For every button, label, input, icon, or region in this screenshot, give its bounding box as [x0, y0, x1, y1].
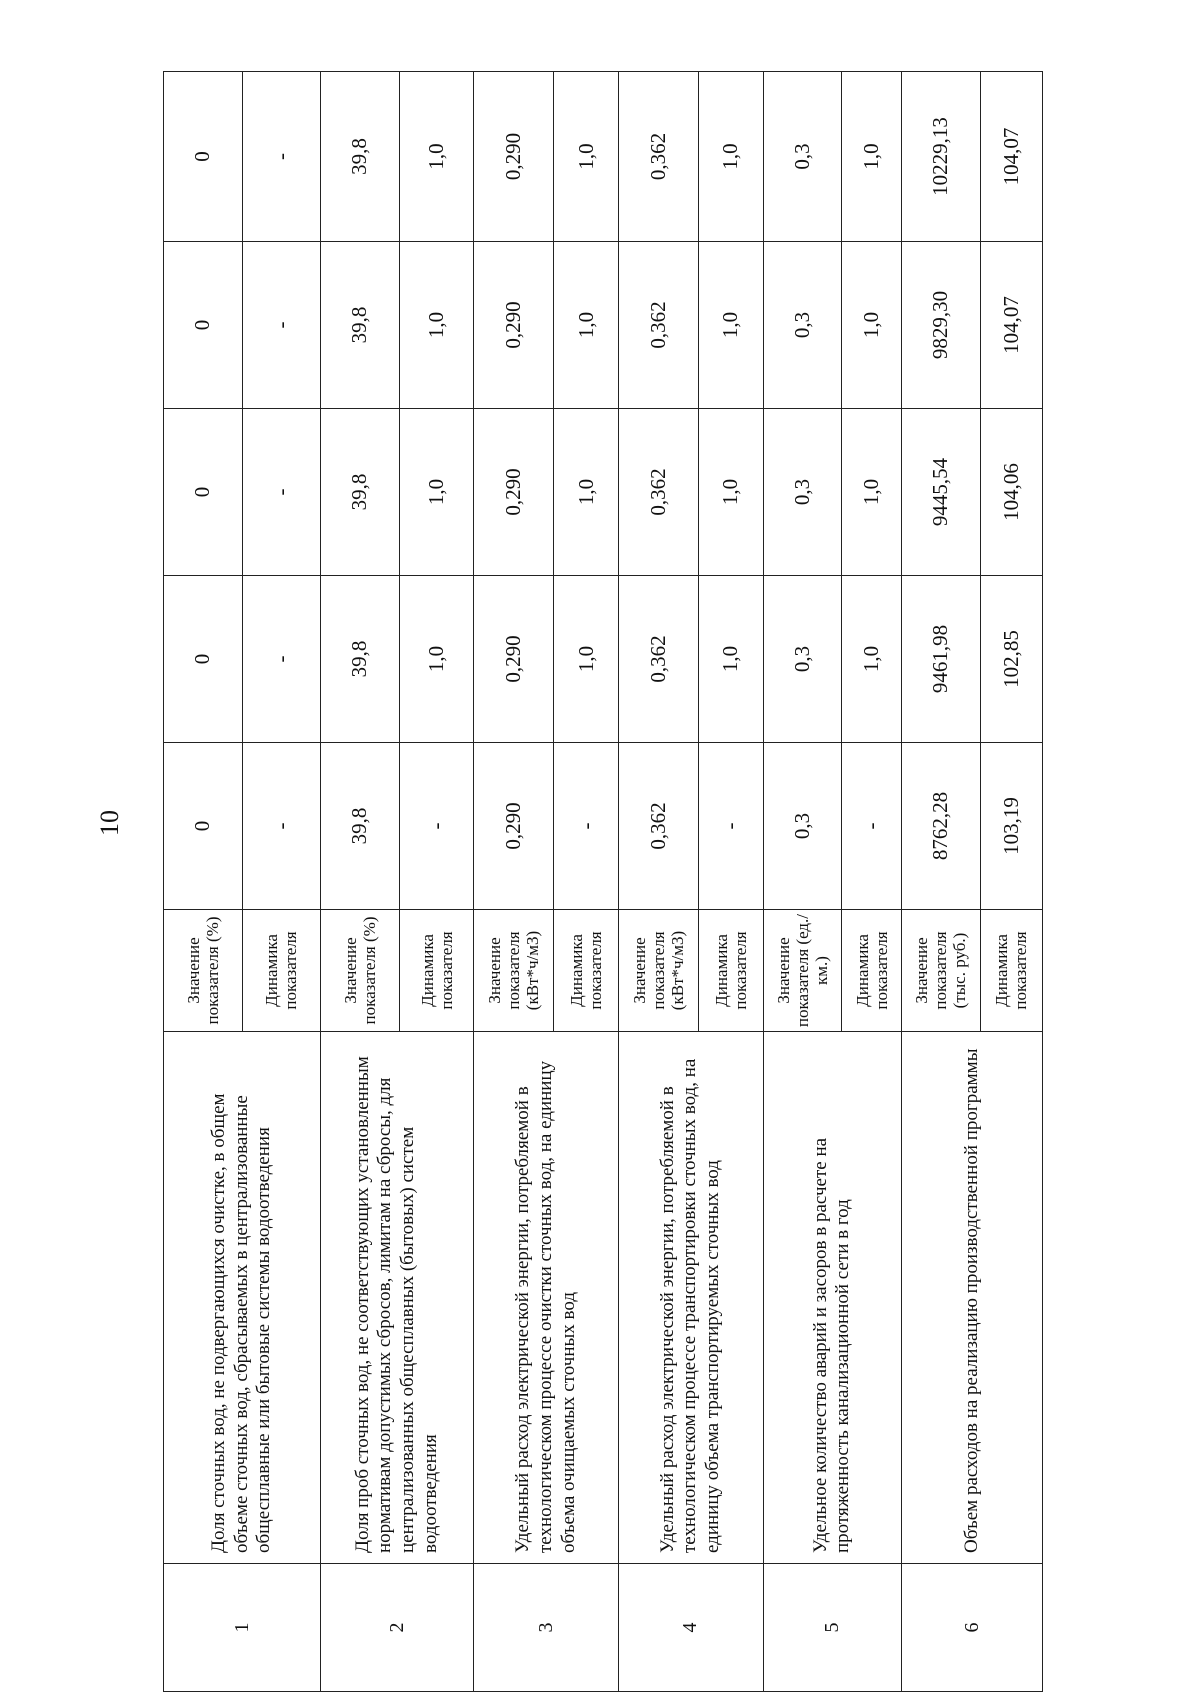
table-row	[164, 72, 243, 1692]
indicator-value-cell: 0,290	[474, 743, 554, 910]
indicator-dynamics-cell: -	[242, 576, 321, 743]
indicator-value-cell: 9829,30	[902, 242, 981, 409]
indicator-value-cell: 0,290	[474, 576, 554, 743]
indicator-dynamics-cell: 104,07	[980, 72, 1042, 242]
row-number: 3	[474, 1564, 619, 1692]
indicator-dynamics-cell: 1,0	[698, 242, 763, 409]
indicator-label: Доля проб сточных вод, не соответствующих установленным нормативам допустимых сбросов, лимитам на сбросы, для централизованных общесплавных (бытовых) систем водоотведения	[321, 1032, 474, 1564]
indicator-dynamics-cell: -	[242, 242, 321, 409]
indicator-value-cell: 0,290	[474, 72, 554, 242]
value-indicator-label: Значение показателя (кВт*ч/м3)	[619, 910, 699, 1032]
table-row	[619, 72, 699, 1692]
value-indicator-label: Значение показателя (тыс. руб.)	[902, 910, 981, 1032]
indicator-value-cell: 0	[164, 743, 243, 910]
indicator-label: Удельное количество аварий и засоров в расчете на протяженность канализационной сети в год	[763, 1032, 901, 1564]
indicator-dynamics-cell: -	[554, 743, 619, 910]
indicator-value-cell: 0,290	[474, 409, 554, 576]
indicator-dynamics-cell: -	[242, 409, 321, 576]
indicator-value-cell: 0,3	[763, 72, 842, 242]
indicator-value-cell: 0	[164, 409, 243, 576]
indicator-dynamics-cell: 1,0	[399, 242, 474, 409]
indicator-value-cell: 0,362	[619, 242, 699, 409]
indicator-dynamics-cell: 1,0	[399, 72, 474, 242]
dynamics-indicator-label: Динамика показателя	[698, 910, 763, 1032]
indicator-dynamics-cell: 1,0	[399, 576, 474, 743]
table-row	[321, 72, 400, 1692]
indicator-dynamics-cell: 104,07	[980, 242, 1042, 409]
indicator-value-cell: 0	[164, 242, 243, 409]
indicator-dynamics-cell: 104,06	[980, 409, 1042, 576]
row-number: 1	[164, 1564, 321, 1692]
indicator-dynamics-cell: 1,0	[698, 72, 763, 242]
row-number: 6	[902, 1564, 1043, 1692]
indicator-value-cell: 9461,98	[902, 576, 981, 743]
indicator-label: Объем расходов на реализацию производственной программы	[902, 1032, 1043, 1564]
indicator-value-cell: 9445,54	[902, 409, 981, 576]
indicator-value-cell: 0,3	[763, 242, 842, 409]
indicator-value-cell: 39,8	[321, 72, 400, 242]
indicator-dynamics-cell: 1,0	[554, 72, 619, 242]
dynamics-indicator-label: Динамика показателя	[242, 910, 321, 1032]
indicator-value-cell: 10229,13	[902, 72, 981, 242]
indicator-dynamics-cell: -	[242, 72, 321, 242]
indicator-dynamics-cell: 1,0	[698, 576, 763, 743]
value-indicator-label: Значение показателя (кВт*ч/м3)	[474, 910, 554, 1032]
indicator-value-cell: 39,8	[321, 576, 400, 743]
indicator-value-cell: 0,290	[474, 242, 554, 409]
indicator-label: Доля сточных вод, не подвергающихся очистке, в общем объеме сточных вод, сбрасываемых в централизованные общесплавные или бытовые системы водоотведения	[164, 1032, 321, 1564]
indicator-dynamics-cell: -	[399, 743, 474, 910]
indicator-label: Удельный расход электрической энергии, потребляемой в технологическом процессе очистки сточных вод, на единицу объема очищаемых сточных вод	[474, 1032, 619, 1564]
indicator-dynamics-cell: 1,0	[399, 409, 474, 576]
table-row	[474, 72, 554, 1692]
indicator-dynamics-cell: -	[842, 743, 902, 910]
indicator-value-cell: 0,3	[763, 576, 842, 743]
indicator-dynamics-cell: 1,0	[554, 409, 619, 576]
indicator-dynamics-cell: 1,0	[842, 409, 902, 576]
indicator-value-cell: 0	[164, 72, 243, 242]
indicator-dynamics-cell: 1,0	[554, 242, 619, 409]
indicator-dynamics-cell: 1,0	[554, 576, 619, 743]
indicator-value-cell: 0,362	[619, 72, 699, 242]
page-number: 10	[95, 810, 124, 836]
value-indicator-label: Значение показателя (%)	[164, 910, 243, 1032]
indicator-value-cell: 0,3	[763, 409, 842, 576]
indicator-dynamics-cell: 1,0	[842, 72, 902, 242]
indicator-dynamics-cell: 102,85	[980, 576, 1042, 743]
indicator-label: Удельный расход электрической энергии, потребляемой в технологическом процессе транспортировки сточных вод, на единицу объема транспортируемых сточных вод	[619, 1032, 764, 1564]
indicator-value-cell: 39,8	[321, 242, 400, 409]
row-number: 4	[619, 1564, 764, 1692]
indicator-value-cell: 0,362	[619, 409, 699, 576]
table-row	[763, 72, 842, 1692]
table-body	[164, 72, 1043, 1692]
value-indicator-label: Значение показателя (ед./км.)	[763, 910, 842, 1032]
indicator-dynamics-cell: 103,19	[980, 743, 1042, 910]
indicator-value-cell: 8762,28	[902, 743, 981, 910]
indicator-value-cell: 39,8	[321, 409, 400, 576]
indicators-table	[163, 71, 1043, 1692]
indicator-value-cell: 0	[164, 576, 243, 743]
indicator-value-cell: 0,362	[619, 743, 699, 910]
row-number: 2	[321, 1564, 474, 1692]
dynamics-indicator-label: Динамика показателя	[399, 910, 474, 1032]
indicator-dynamics-cell: 1,0	[842, 242, 902, 409]
dynamics-indicator-label: Динамика показателя	[554, 910, 619, 1032]
dynamics-indicator-label: Динамика показателя	[842, 910, 902, 1032]
dynamics-indicator-label: Динамика показателя	[980, 910, 1042, 1032]
indicator-dynamics-cell: -	[698, 743, 763, 910]
indicator-dynamics-cell: -	[242, 743, 321, 910]
indicator-value-cell: 0,362	[619, 576, 699, 743]
row-number: 5	[763, 1564, 901, 1692]
indicator-value-cell: 0,3	[763, 743, 842, 910]
indicator-dynamics-cell: 1,0	[698, 409, 763, 576]
indicator-dynamics-cell: 1,0	[842, 576, 902, 743]
table-row	[902, 72, 981, 1692]
value-indicator-label: Значение показателя (%)	[321, 910, 400, 1032]
indicator-value-cell: 39,8	[321, 743, 400, 910]
rotated-table-wrapper	[163, 72, 1043, 1692]
